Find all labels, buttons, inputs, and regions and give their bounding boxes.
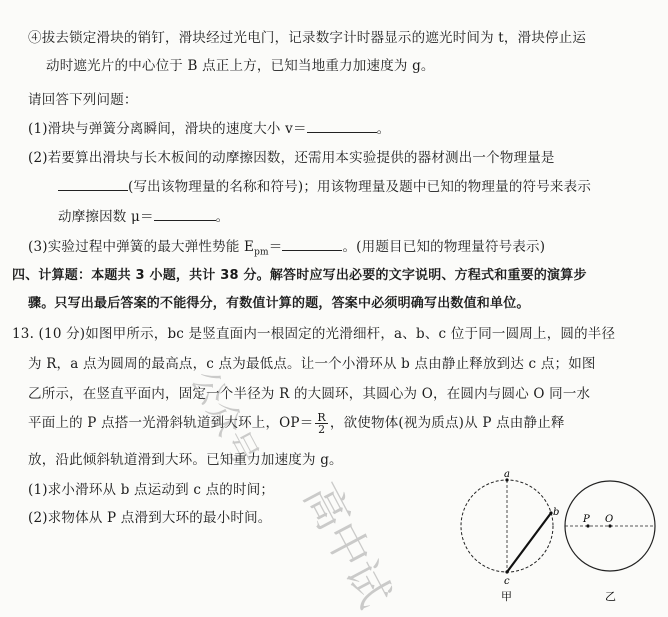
- rod-bc: [507, 513, 551, 572]
- problem13-line2: 为 R，a 点为圆周的最高点，c 点为最低点。让一个小滑环从 b 点由静止释放到达 c 点；如图: [28, 356, 596, 372]
- questions-prompt: 请回答下列问题：: [28, 92, 138, 108]
- figure-yi: [565, 481, 655, 603]
- watermark-gaozhongshi: 高中试: [293, 475, 401, 616]
- question-1-text: (1)滑块与弹簧分离瞬间，滑块的速度大小 v＝: [28, 121, 307, 137]
- label-o: O: [605, 514, 614, 525]
- label-c: c: [504, 576, 510, 587]
- question-2-line3: 动摩擦因数 μ＝ 。: [58, 206, 229, 227]
- problem13-sub2: (2)求物体从 P 点滑到大环的最小时间。: [28, 510, 272, 526]
- problem13-sub1: (1)求小滑环从 b 点运动到 c 点的时间；: [28, 482, 275, 498]
- caption-jia: 甲: [501, 590, 512, 603]
- problem13-line3: 乙所示，在竖直平面内，固定一个半径为 R 的大圆环，其圆心为 O，在圆内与圆心 O 同一水: [28, 386, 591, 402]
- point-c: [505, 570, 508, 573]
- answer-blank-q1: [307, 118, 377, 133]
- label-p: P: [583, 514, 590, 525]
- question-2-line1: (2)若要算出滑块与长木板间的动摩擦因数，还需用本实验提供的器材测出一个物理量是: [28, 150, 555, 166]
- problem13-line1: 13. (10 分)如图甲所示，bc 是竖直面内一根固定的光滑细杆，a、b、c 位于同一圆周上，圆的半径: [12, 326, 616, 342]
- problem13-figures: [455, 468, 660, 608]
- question-1: (1)滑块与弹簧分离瞬间，滑块的速度大小 v＝ 。: [28, 118, 390, 139]
- question-2-line2: (写出该物理量的名称和符号)；用该物理量及题中已知的物理量的符号来表示: [58, 176, 591, 197]
- question-3: (3)实验过程中弹簧的最大弹性势能 $E_{pm}=$ 。(用题目已知的物理量符号表示): [28, 236, 545, 263]
- section4-line2: 骤。只写出最后答案的不能得分，有数值计算的题，答案中必须明确写出数值和单位。: [28, 296, 530, 311]
- step4-line1: ④拔去锁定滑块的销钉，滑块经过光电门，记录数字计时器显示的遮光时间为 t，滑块停止运: [28, 30, 587, 46]
- label-a: a: [504, 469, 510, 480]
- watermark-gongzhonghao: 公众号: [182, 363, 266, 473]
- problem13-line4: 平面上的 P 点搭一光滑斜轨道到大环上，OP＝ $\frac{R}{2}$ ，欲使物体(视为质点)从 P 点由静止释: [28, 411, 565, 436]
- fraction-r-over-2: $\frac{R}{2}$: [317, 411, 326, 436]
- answer-blank-q2b: [154, 206, 216, 221]
- step4-line2: 动时遮光片的中心位于 B 点正上方，已知当地重力加速度为 g。: [46, 58, 435, 74]
- caption-yi: 乙: [605, 590, 616, 603]
- answer-blank-q3: [282, 236, 342, 251]
- problem13-line5: 放，沿此倾斜轨道滑到大环。已知重力加速度为 g。: [28, 452, 343, 468]
- answer-blank-q2a: [58, 176, 128, 191]
- label-b: b: [553, 507, 560, 518]
- figure-jia: [461, 469, 559, 603]
- section4-line1: 四、计算题：本题共 3 小题，共计 38 分。解答时应写出必要的文字说明、方程式和重要的演算步: [12, 268, 587, 283]
